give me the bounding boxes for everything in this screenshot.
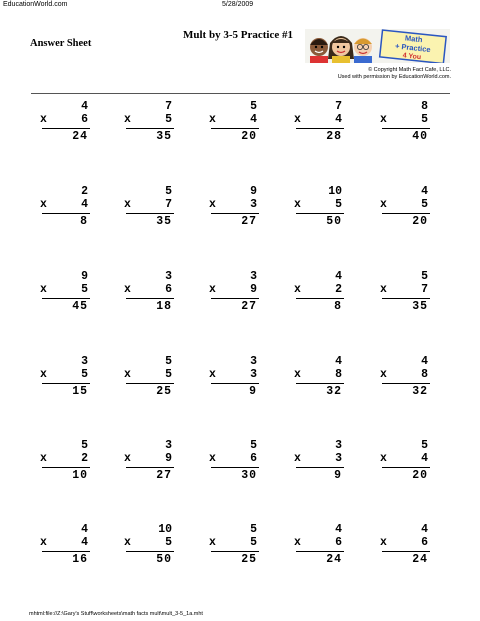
problem	[380, 355, 430, 403]
problem	[294, 185, 344, 233]
times-sign: x	[294, 198, 301, 211]
multiplicand: 5	[81, 439, 88, 452]
times-sign: x	[380, 452, 387, 465]
problem	[209, 355, 259, 403]
product: 50	[326, 215, 342, 228]
multiplicand: 9	[250, 185, 257, 198]
problem	[40, 100, 90, 148]
multiplicand: 5	[421, 270, 428, 283]
product: 27	[241, 300, 257, 313]
product: 16	[72, 553, 88, 566]
multiplicand: 4	[335, 355, 342, 368]
math-practice-logo	[305, 29, 450, 63]
answer-line	[382, 383, 430, 384]
multiplicand: 3	[165, 270, 172, 283]
problem	[209, 270, 259, 318]
product: 10	[72, 469, 88, 482]
multiplier: 3	[250, 368, 257, 381]
times-sign: x	[124, 536, 131, 549]
product: 45	[72, 300, 88, 313]
answer-line	[382, 213, 430, 214]
logo-text-practice: + Practice	[394, 41, 432, 55]
problem	[294, 270, 344, 318]
problem	[209, 439, 259, 487]
multiplicand: 7	[335, 100, 342, 113]
problem	[124, 439, 174, 487]
multiplicand: 2	[81, 185, 88, 198]
multiplier: 8	[335, 368, 342, 381]
problem	[124, 523, 174, 571]
product: 24	[412, 553, 428, 566]
product: 20	[241, 130, 257, 143]
times-sign: x	[380, 113, 387, 126]
problem	[294, 355, 344, 403]
problem	[124, 100, 174, 148]
kid-boy-glasses-icon	[354, 38, 372, 63]
product: 18	[156, 300, 172, 313]
times-sign: x	[40, 113, 47, 126]
copyright-line: © Copyright Math Fact Cafe, LLC.	[368, 67, 451, 73]
multiplier: 4	[335, 113, 342, 126]
answer-line	[42, 551, 90, 552]
answer-line	[42, 383, 90, 384]
page-title: Mult by 3-5 Practice #1	[183, 29, 293, 41]
header-divider	[31, 93, 450, 94]
multiplier: 5	[165, 536, 172, 549]
problem	[124, 270, 174, 318]
product: 27	[156, 469, 172, 482]
product: 28	[326, 130, 342, 143]
product: 8	[334, 300, 342, 313]
multiplier: 6	[81, 113, 88, 126]
multiplicand: 3	[335, 439, 342, 452]
product: 30	[241, 469, 257, 482]
times-sign: x	[209, 368, 216, 381]
multiplier: 2	[81, 452, 88, 465]
multiplier: 5	[165, 113, 172, 126]
problem	[209, 185, 259, 233]
multiplicand: 10	[328, 185, 342, 198]
multiplier: 5	[250, 536, 257, 549]
answer-line	[126, 298, 174, 299]
product: 8	[80, 215, 88, 228]
answer-line	[382, 298, 430, 299]
product: 35	[412, 300, 428, 313]
multiplicand: 4	[421, 185, 428, 198]
answer-line	[42, 467, 90, 468]
problem	[294, 523, 344, 571]
answer-sheet-label: Answer Sheet	[30, 38, 92, 49]
product: 9	[334, 469, 342, 482]
product: 25	[241, 553, 257, 566]
multiplicand: 3	[250, 355, 257, 368]
product: 50	[156, 553, 172, 566]
times-sign: x	[209, 113, 216, 126]
problem	[40, 185, 90, 233]
multiplier: 6	[165, 283, 172, 296]
answer-line	[126, 467, 174, 468]
multiplicand: 5	[250, 100, 257, 113]
multiplier: 7	[165, 198, 172, 211]
answer-line	[42, 128, 90, 129]
multiplier: 7	[421, 283, 428, 296]
answer-line	[382, 467, 430, 468]
answer-line	[126, 213, 174, 214]
multiplier: 3	[250, 198, 257, 211]
multiplicand: 8	[421, 100, 428, 113]
multiplicand: 3	[165, 439, 172, 452]
product: 35	[156, 215, 172, 228]
times-sign: x	[40, 283, 47, 296]
multiplicand: 5	[250, 439, 257, 452]
product: 24	[326, 553, 342, 566]
times-sign: x	[380, 536, 387, 549]
multiplier: 2	[335, 283, 342, 296]
product: 40	[412, 130, 428, 143]
multiplicand: 3	[250, 270, 257, 283]
multiplicand: 5	[165, 355, 172, 368]
answer-line	[211, 213, 259, 214]
multiplicand: 3	[81, 355, 88, 368]
answer-line	[211, 551, 259, 552]
times-sign: x	[294, 283, 301, 296]
problem	[124, 355, 174, 403]
problem	[40, 355, 90, 403]
copyright-notice	[338, 67, 451, 81]
problem	[294, 439, 344, 487]
multiplicand: 4	[81, 523, 88, 536]
multiplicand: 4	[421, 523, 428, 536]
answer-line	[296, 551, 344, 552]
product: 24	[72, 130, 88, 143]
problem	[209, 523, 259, 571]
product: 32	[326, 385, 342, 398]
times-sign: x	[124, 452, 131, 465]
answer-line	[126, 551, 174, 552]
multiplier: 4	[250, 113, 257, 126]
problem	[209, 100, 259, 148]
product: 20	[412, 469, 428, 482]
multiplier: 5	[165, 368, 172, 381]
answer-line	[296, 383, 344, 384]
problem	[380, 439, 430, 487]
problem	[294, 100, 344, 148]
multiplicand: 7	[165, 100, 172, 113]
times-sign: x	[209, 283, 216, 296]
answer-line	[211, 128, 259, 129]
multiplier: 6	[421, 536, 428, 549]
product: 35	[156, 130, 172, 143]
multiplier: 5	[421, 113, 428, 126]
times-sign: x	[209, 536, 216, 549]
multiplier: 9	[165, 452, 172, 465]
answer-line	[42, 213, 90, 214]
multiplier: 6	[335, 536, 342, 549]
answer-line	[382, 128, 430, 129]
multiplier: 5	[81, 368, 88, 381]
times-sign: x	[209, 452, 216, 465]
multiplicand: 5	[250, 523, 257, 536]
answer-line	[296, 213, 344, 214]
problem	[124, 185, 174, 233]
multiplicand: 10	[158, 523, 172, 536]
multiplier: 5	[81, 283, 88, 296]
multiplicand: 9	[81, 270, 88, 283]
multiplier: 4	[81, 198, 88, 211]
times-sign: x	[40, 368, 47, 381]
times-sign: x	[40, 452, 47, 465]
multiplicand: 5	[165, 185, 172, 198]
problem	[380, 185, 430, 233]
product: 9	[249, 385, 257, 398]
problem	[380, 100, 430, 148]
answer-line	[211, 298, 259, 299]
answer-line	[296, 298, 344, 299]
product: 20	[412, 215, 428, 228]
product: 25	[156, 385, 172, 398]
problem	[40, 270, 90, 318]
answer-line	[211, 383, 259, 384]
times-sign: x	[124, 283, 131, 296]
answer-line	[382, 551, 430, 552]
problem	[380, 523, 430, 571]
times-sign: x	[124, 198, 131, 211]
multiplier: 6	[250, 452, 257, 465]
multiplicand: 4	[421, 355, 428, 368]
answer-line	[296, 467, 344, 468]
times-sign: x	[124, 113, 131, 126]
times-sign: x	[124, 368, 131, 381]
problem	[40, 523, 90, 571]
answer-line	[42, 298, 90, 299]
site-name: EducationWorld.com	[3, 1, 68, 8]
logo-text-4you: 4 You	[402, 52, 422, 62]
multiplier: 4	[421, 452, 428, 465]
times-sign: x	[40, 536, 47, 549]
times-sign: x	[40, 198, 47, 211]
product: 32	[412, 385, 428, 398]
multiplier: 5	[421, 198, 428, 211]
answer-line	[211, 467, 259, 468]
answer-line	[126, 383, 174, 384]
times-sign: x	[209, 198, 216, 211]
multiplier: 4	[81, 536, 88, 549]
multiplicand: 4	[335, 270, 342, 283]
problem	[380, 270, 430, 318]
answer-line	[126, 128, 174, 129]
product: 15	[72, 385, 88, 398]
multiplier: 9	[250, 283, 257, 296]
times-sign: x	[380, 368, 387, 381]
multiplicand: 5	[421, 439, 428, 452]
permission-line: Used with permission by EducationWorld.com.	[337, 74, 451, 80]
file-path-footer: mhtml:file://Z:\Gary's Stuff\worksheets\math facts mult\mult_3-5_1a.mht	[29, 611, 203, 617]
times-sign: x	[294, 452, 301, 465]
multiplier: 8	[421, 368, 428, 381]
product: 27	[241, 215, 257, 228]
multiplier: 5	[335, 198, 342, 211]
logo-text-math: Math	[404, 33, 423, 45]
times-sign: x	[294, 368, 301, 381]
times-sign: x	[294, 536, 301, 549]
answer-line	[296, 128, 344, 129]
times-sign: x	[294, 113, 301, 126]
multiplicand: 4	[81, 100, 88, 113]
times-sign: x	[380, 283, 387, 296]
kid-boy-left-icon	[310, 38, 328, 63]
multiplier: 3	[335, 452, 342, 465]
times-sign: x	[380, 198, 387, 211]
print-date: 5/28/2009	[222, 1, 254, 8]
multiplicand: 4	[335, 523, 342, 536]
problem	[40, 439, 90, 487]
